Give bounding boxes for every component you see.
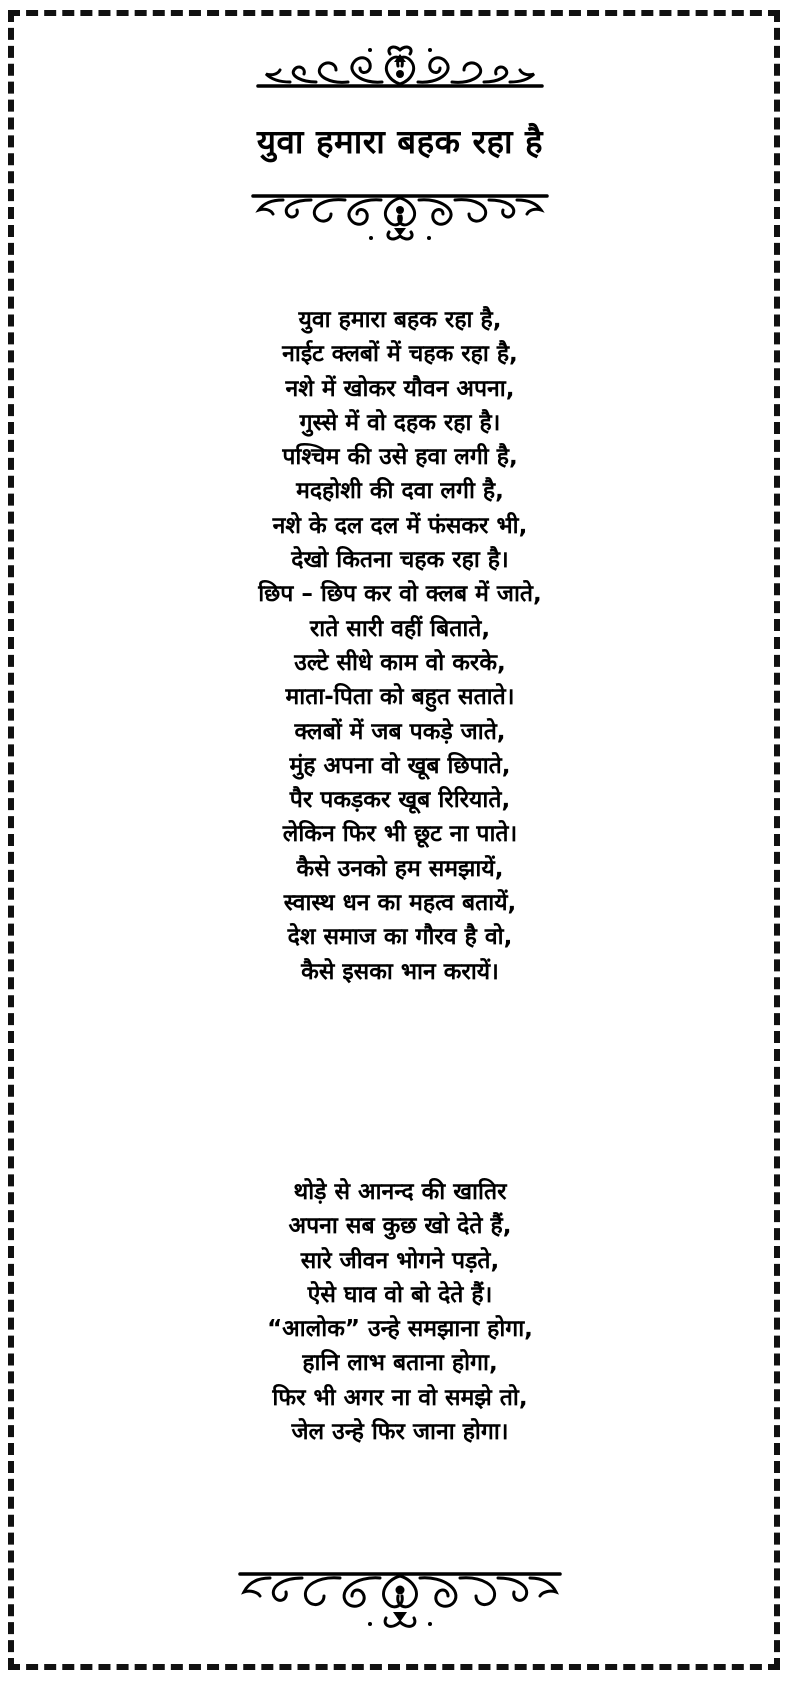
poem-line: अपना सब कुछ खो देते हैं, <box>288 1213 512 1240</box>
poem-line: क्लबों में जब पकड़े जाते, <box>294 718 506 745</box>
flourish-ornament-icon <box>230 1568 570 1638</box>
flourish-ornament-icon <box>245 190 555 250</box>
poem-line: मुंह अपना वो खूब छिपाते, <box>289 752 511 779</box>
poem-line: लेकिन फिर भी छूट ना पाते। <box>282 821 518 848</box>
poem-stanza-1 <box>0 303 800 989</box>
poem-line: देश समाज का गौरव है वो, <box>287 924 513 951</box>
poem-line: पैर पकड़कर खूब रिरियाते, <box>289 787 511 814</box>
poem-line: नाईट क्लबों में चहक रहा है, <box>282 341 518 368</box>
poem-line: थोड़े से आनन्द की खातिर <box>293 1179 507 1205</box>
poem-line: ऐसे घाव वो बो देते हैं। <box>307 1281 493 1308</box>
poem-line: राते सारी वहीं बिताते, <box>309 615 491 642</box>
poem-line: माता-पिता को बहुत सताते। <box>285 684 515 711</box>
flourish-ornament-icon <box>250 40 550 96</box>
poem-line: स्वास्थ धन का महत्व बतायें, <box>283 890 517 917</box>
poem-line: युवा हमारा बहक रहा है, <box>298 307 502 333</box>
poem-line: कैसे उनको हम समझायें, <box>296 855 504 882</box>
poem-line: जेल उन्हे फिर जाना होगा। <box>291 1419 509 1446</box>
poem-line: सारे जीवन भोगने पड़ते, <box>300 1247 500 1274</box>
poem-line: देखो कितना चहक रहा है। <box>291 547 509 574</box>
poem-line: उल्टे सीधे काम वो करके, <box>294 649 506 676</box>
poem-line: छिप – छिप कर वो क्लब में जाते, <box>258 581 542 608</box>
poem-line: नशे के दल दल में फंसकर भी, <box>272 512 528 539</box>
poem-line: हानि लाभ बताना होगा, <box>302 1350 498 1377</box>
poem-title: युवा हमारा बहक रहा है <box>256 122 544 161</box>
poem-line: “आलोक” उन्हे समझाना होगा, <box>267 1316 533 1343</box>
poem-line: कैसे इसका भान करायें। <box>301 958 499 985</box>
poem-line: नशे में खोकर यौवन अपना, <box>285 375 515 402</box>
poem-line: गुस्से में वो दहक रहा है। <box>299 409 501 436</box>
poem-stanza-2 <box>0 1175 800 1449</box>
poem-line: मदहोशी की दवा लगी है, <box>296 478 504 505</box>
poem-line: फिर भी अगर ना वो समझे तो, <box>272 1384 528 1411</box>
poem-line: पश्चिम की उसे हवा लगी है, <box>282 444 518 471</box>
